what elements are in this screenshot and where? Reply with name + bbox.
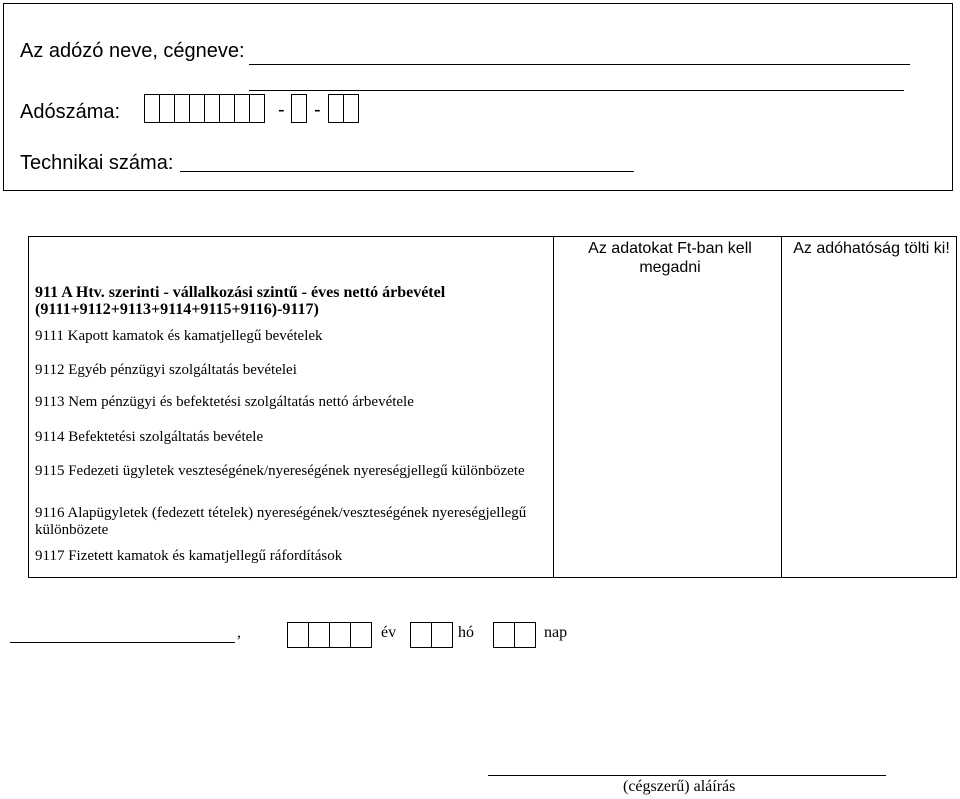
digit-cell[interactable]: [174, 94, 190, 123]
taxpayer-name-line-2[interactable]: [249, 90, 904, 91]
row-9117: 9117 Fizetett kamatok és kamatjellegű ráfordítások: [35, 548, 343, 564]
digit-cell[interactable]: [291, 94, 307, 123]
digit-cell[interactable]: [410, 622, 432, 648]
day-label: nap: [544, 624, 568, 641]
row-9114: 9114 Befektetési szolgáltatás bevétele: [35, 429, 264, 445]
tax-number-dash: -: [314, 99, 321, 121]
digit-cell[interactable]: [350, 622, 372, 648]
digit-cell[interactable]: [219, 94, 235, 123]
tax-number-vat-cell[interactable]: [291, 94, 307, 123]
tax-number-county-cells[interactable]: [328, 94, 359, 123]
place-comma: ,: [237, 624, 241, 641]
month-cells[interactable]: [410, 622, 453, 648]
digit-cell[interactable]: [328, 94, 344, 123]
row-9112: 9112 Egyéb pénzügyi szolgáltatás bevételei: [35, 362, 297, 378]
signature-label: (cégszerű) aláírás: [623, 778, 736, 795]
tax-number-label: Adószáma:: [20, 101, 121, 123]
taxpayer-name-line-1[interactable]: [249, 64, 910, 65]
technical-number-line[interactable]: [180, 171, 634, 172]
digit-cell[interactable]: [329, 622, 351, 648]
digit-cell[interactable]: [234, 94, 250, 123]
year-cells[interactable]: [287, 622, 372, 648]
month-label: hó: [458, 624, 474, 641]
digit-cell[interactable]: [249, 94, 265, 123]
digit-cell[interactable]: [493, 622, 515, 648]
column-divider: [553, 237, 554, 577]
column-divider: [781, 237, 782, 577]
digit-cell[interactable]: [431, 622, 453, 648]
row-9111: 9111 Kapott kamatok és kamatjellegű bevételek: [35, 328, 323, 344]
row-9113: 9113 Nem pénzügyi és befektetési szolgáltatás nettó árbevétele: [35, 394, 414, 410]
digit-cell[interactable]: [287, 622, 309, 648]
digit-cell[interactable]: [159, 94, 175, 123]
digit-cell[interactable]: [189, 94, 205, 123]
revenue-table: [28, 236, 957, 578]
row-9115: 9115 Fedezeti ügyletek veszteségének/nyereségének nyereségjellegű különbözete: [35, 463, 525, 479]
digit-cell[interactable]: [308, 622, 330, 648]
authority-column-header: Az adóhatóság tölti ki!: [793, 240, 950, 257]
place-line[interactable]: [10, 642, 235, 643]
year-label: év: [381, 624, 397, 641]
row-911: 911 A Htv. szerinti - vállalkozási szintű - éves nettó árbevétel (9111+9112+9113+9114+9115+9116)-9117): [35, 284, 446, 318]
amount-column-header: Az adatokat Ft-ban kell megadni: [588, 240, 752, 276]
digit-cell[interactable]: [144, 94, 160, 123]
taxpayer-name-label: Az adózó neve, cégneve:: [20, 40, 245, 62]
signature-line[interactable]: [488, 775, 886, 776]
tax-number-dash: -: [278, 99, 285, 121]
digit-cell[interactable]: [343, 94, 359, 123]
digit-cell[interactable]: [204, 94, 220, 123]
technical-number-label: Technikai száma:: [20, 152, 174, 174]
tax-number-main-cells[interactable]: [144, 94, 265, 123]
taxpayer-header-box: [3, 3, 953, 191]
row-9116: 9116 Alapügyletek (fedezett tételek) nyereségének/veszteségének nyereségjellegű különbözete: [35, 505, 527, 538]
digit-cell[interactable]: [514, 622, 536, 648]
day-cells[interactable]: [493, 622, 536, 648]
